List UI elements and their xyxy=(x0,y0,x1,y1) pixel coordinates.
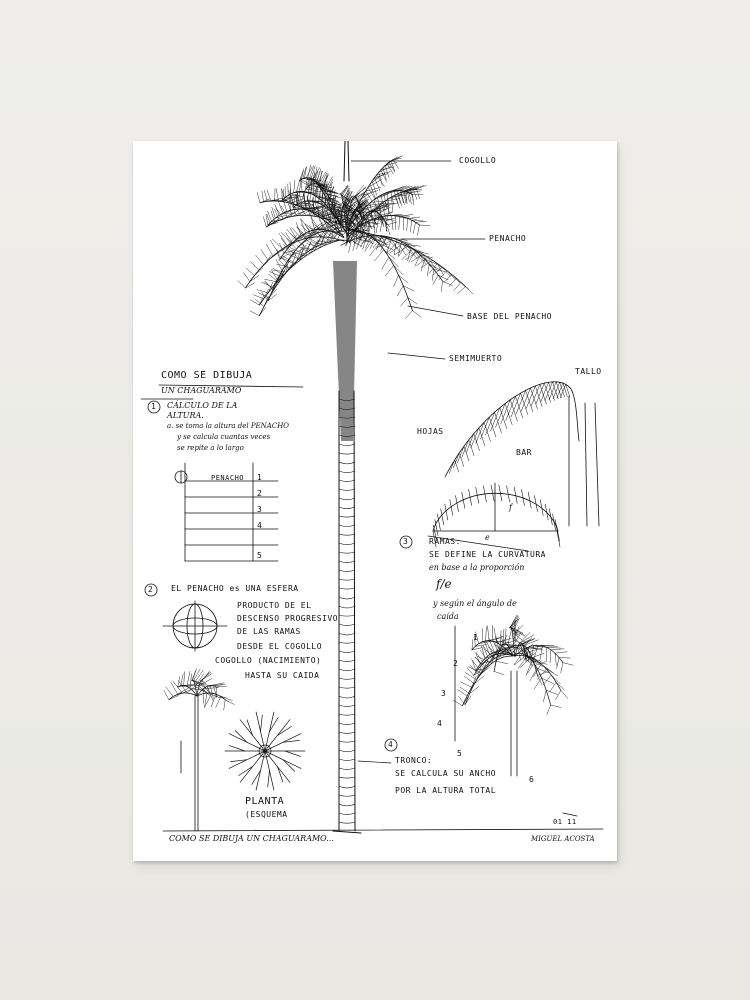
planta-label: PLANTA xyxy=(245,796,285,807)
main-trunk xyxy=(333,141,361,833)
footer-caption: COMO SE DIBUJA UN CHAGUARAMO... xyxy=(169,834,334,843)
step2-line6: COGOLLO (NACIMIENTO) xyxy=(215,656,322,665)
step3-number: 3 xyxy=(403,537,409,546)
step3-line2: SE DEFINE LA CURVATURA xyxy=(429,550,546,559)
label-tallo: TALLO xyxy=(575,367,602,376)
plan-view-star xyxy=(225,712,305,790)
step1-number: 1 xyxy=(151,402,157,411)
palm-number-3: 3 xyxy=(441,689,447,698)
palm-number-5: 5 xyxy=(457,749,463,758)
step2-line5: DESDE EL COGOLLO xyxy=(237,642,323,651)
step4-line1: TRONCO: xyxy=(395,756,433,765)
label-base-penacho: BASE DEL PENACHO xyxy=(467,312,553,321)
step1-line3: a. se toma la altura del PENACHO xyxy=(167,422,290,430)
palm-number-1: 1 xyxy=(473,633,479,642)
step2-number: 2 xyxy=(148,585,154,594)
step3-line4: f/e xyxy=(436,577,452,591)
label-cogollo: COGOLLO xyxy=(459,156,497,165)
sphere-diagram xyxy=(163,601,227,651)
step1-line2: ALTURA. xyxy=(167,411,204,420)
palm-number-2: 2 xyxy=(453,659,459,668)
step1-line5: se repite a lo largo xyxy=(177,444,244,452)
step3-line5: y según el ángulo de xyxy=(433,599,517,608)
label-semimuerto: SEMIMUERTO xyxy=(449,354,503,363)
step2-line1: EL PENACHO es UNA ESFERA xyxy=(171,584,299,593)
label-bar: BAR xyxy=(516,448,532,457)
step1-line1: CÁLCULO DE LA xyxy=(167,401,238,410)
step2-line7: HASTA SU CAIDA xyxy=(245,671,320,680)
step4-line3: POR LA ALTURA TOTAL xyxy=(395,786,497,795)
page-subtitle: UN CHAGUARAMO xyxy=(161,386,242,395)
scale-number-4: 4 xyxy=(257,521,263,530)
step3-line3: en base a la proporción xyxy=(429,563,525,572)
scale-number-5: 5 xyxy=(257,551,263,560)
ground-line xyxy=(163,813,603,831)
scale-number-3: 3 xyxy=(257,505,263,514)
step3-line1: RAMAS: xyxy=(429,537,461,546)
step2-line3: DESCENSO PROGRESIVO xyxy=(237,614,339,623)
planta-sublabel: (ESQUEMA xyxy=(245,810,288,819)
scale-number-2: 2 xyxy=(257,489,263,498)
sketch-drawing xyxy=(133,141,617,861)
skeleton-palm xyxy=(164,669,235,831)
arc-label-e: e xyxy=(485,533,490,542)
palm-number-4: 4 xyxy=(437,719,443,728)
arc-label-f: f xyxy=(509,503,512,512)
height-scale-label: PENACHO xyxy=(211,474,245,482)
label-penacho: PENACHO xyxy=(489,234,527,243)
step2-line4: DE LAS RAMAS xyxy=(237,627,301,636)
artist-signature: MIGUEL ACOSTA xyxy=(531,835,595,843)
page-title: COMO SE DIBUJA xyxy=(161,370,253,381)
step1-line4: y se calcula cuantas veces xyxy=(177,433,271,441)
scale-number-1: 1 xyxy=(257,473,263,482)
label-hojas: HOJAS xyxy=(417,427,444,436)
step3-line6: caída xyxy=(437,612,459,621)
step-circles xyxy=(145,401,412,751)
step2-line2: PRODUCTO DE EL xyxy=(237,601,312,610)
main-palm-crown xyxy=(238,156,473,441)
print-sheet xyxy=(133,141,617,861)
step4-number: 4 xyxy=(388,740,394,749)
palm-number-6: 6 xyxy=(529,775,535,784)
small-palm-illustration xyxy=(453,615,573,776)
step4-line2: SE CALCULA SU ANCHO xyxy=(395,769,497,778)
footer-date: 01 11 xyxy=(553,818,577,826)
